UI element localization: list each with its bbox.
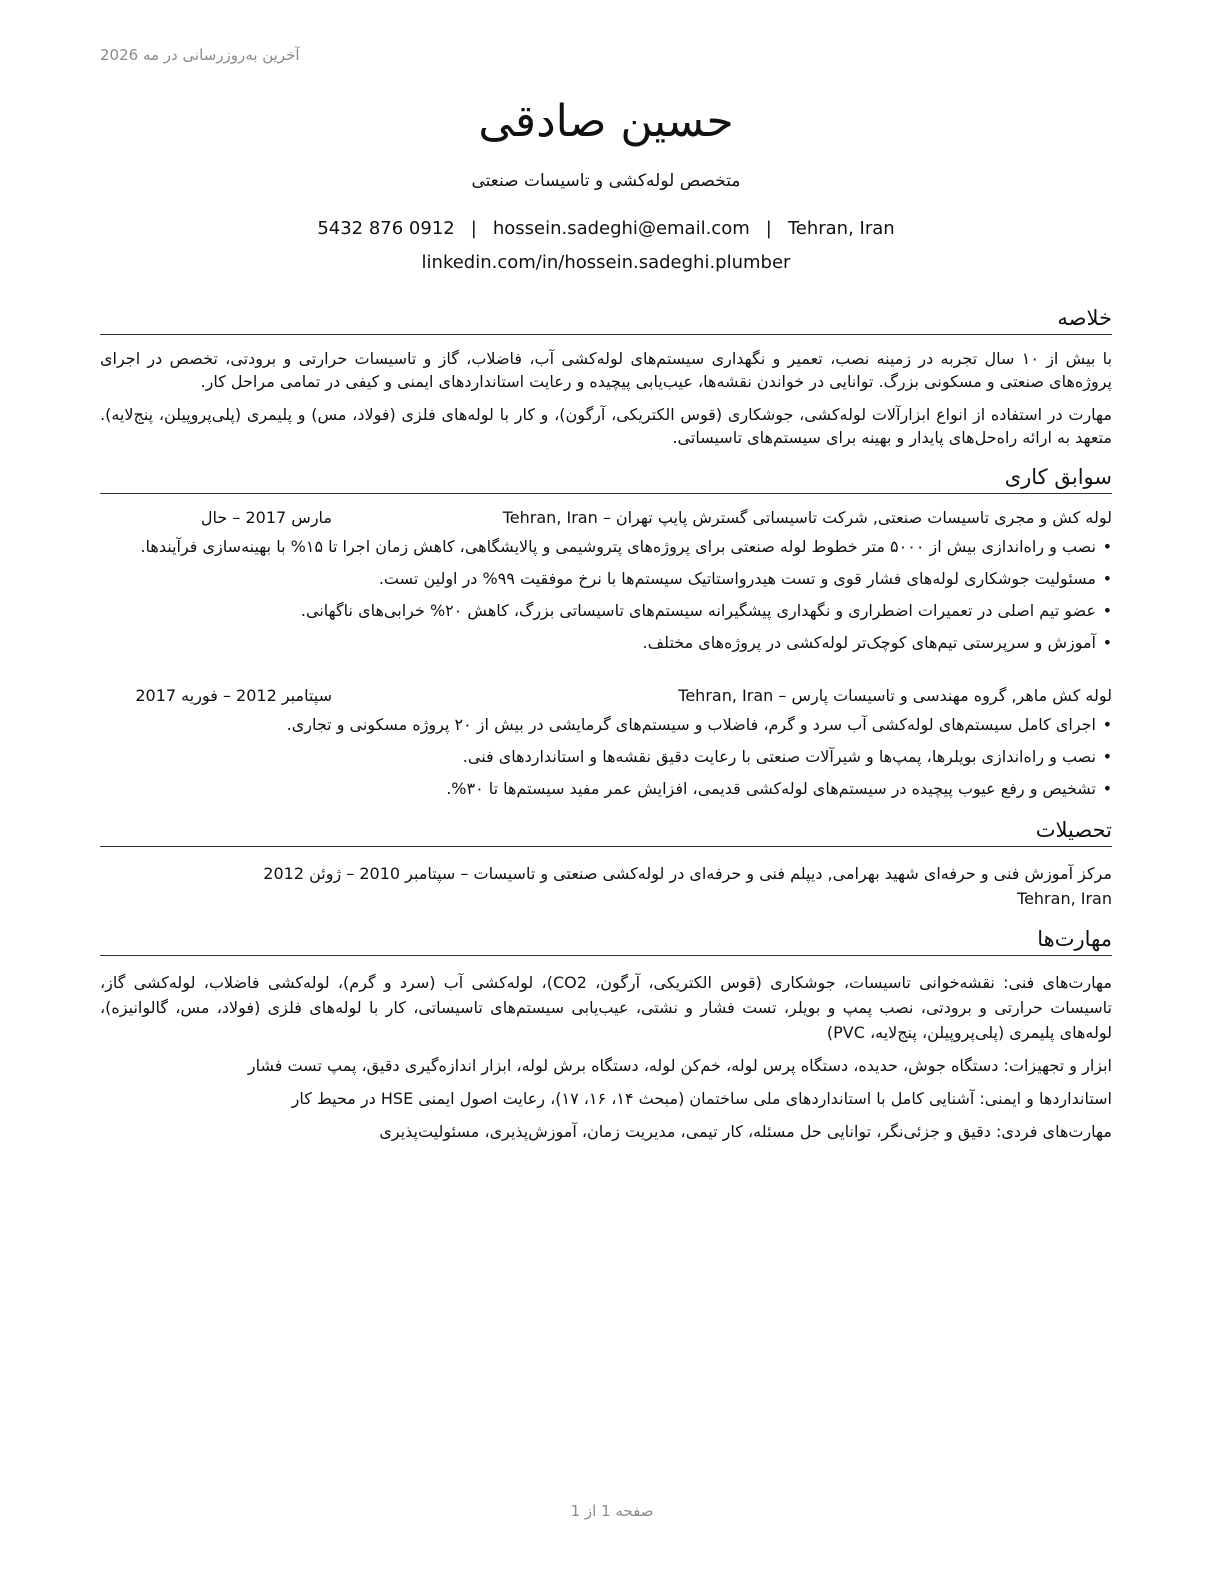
last-updated-note: آخرین به‌روزرسانی در مه 2026: [100, 46, 300, 64]
job-entry: [100, 684, 1112, 800]
job-bullet: • آموزش و سرپرستی تیم‌های کوچک‌تر لوله‌کشی در پروژه‌های مختلف.: [100, 632, 1112, 654]
contact-separator: |: [765, 218, 772, 239]
skill-line: استانداردها و ایمنی: آشنایی کامل با استانداردهای ملی ساختمان (مبحث ۱۴، ۱۶، ۱۷)، رعایت اصول ایمنی HSE در محیط کار: [291, 1089, 1112, 1108]
skill-line: مهارت‌های فنی: نقشه‌خوانی تاسیسات، جوشکاری (قوس الکتریکی، آرگون، CO2)، لوله‌کشی آب (سرد و گرم)، لوله‌کشی فاضلاب، لوله‌کشی گاز، تاسیسات حرارتی و برودتی، نصب پمپ و بویلر، تست فشار و نشتی، عیب‌یابی سیستم‌های تاسیساتی، کار با لوله‌های فلزی (فولاد، مس، گالوانیزه)، لوله‌های پلیمری (پلی‌پروپیلن، پنج‌لایه، PVC): [100, 973, 1113, 1042]
summary-paragraph: مهارت در استفاده از انواع ابزارآلات لوله‌کشی، جوشکاری (قوس الکتریکی، آرگون)، و کار با لوله‌های فلزی (فولاد، مس) و پلیمری (پلی‌پروپیلن، پنج‌لایه). متعهد به ارائه راه‌حل‌های پایدار و بهینه برای سیستم‌های تاسیساتی.: [100, 405, 1112, 447]
education-heading: تحصیلات: [100, 816, 1112, 847]
job-bullets: [100, 714, 1112, 800]
job-role: لوله کش و مجری تاسیسات صنعتی, شرکت تاسیساتی گسترش پایپ تهران – Tehran, Iran: [502, 508, 1112, 527]
location: Tehran, Iran: [787, 218, 895, 239]
job-bullet: • نصب و راه‌اندازی بویلرها، پمپ‌ها و شیرآلات صنعتی با رعایت دقیق نقشه‌ها و استانداردهای فنی.: [100, 746, 1112, 768]
page-number: صفحه 1 از 1: [570, 1502, 654, 1520]
experience-heading: سوابق کاری: [100, 463, 1112, 494]
candidate-name: حسین صادقی: [478, 96, 734, 147]
email-address[interactable]: hossein.sadeghi@email.com: [492, 218, 750, 239]
linkedin-link[interactable]: linkedin.com/in/hossein.sadeghi.plumber: [421, 252, 791, 273]
contact-line: [100, 216, 1112, 242]
job-bullet: • تشخیص و رفع عیوب پیچیده در سیستم‌های لوله‌کشی قدیمی، افزایش عمر مفید سیستم‌ها تا ۳۰%.: [100, 778, 1112, 800]
job-dates: سپتامبر 2012 – فوریه 2017: [135, 686, 332, 705]
job-bullet: • مسئولیت جوشکاری لوله‌های فشار قوی و تست هیدرواستاتیک سیستم‌ها با نرخ موفقیت ۹۹% در اولین تست.: [100, 568, 1112, 590]
skills-heading: مهارت‌ها: [100, 925, 1112, 956]
skill-line: ابزار و تجهیزات: دستگاه جوش، حدیده، دستگاه پرس لوله، خم‌کن لوله، دستگاه برش لوله، ابزار اندازه‌گیری دقیق، پمپ تست فشار: [247, 1056, 1112, 1075]
job-title: متخصص لوله‌کشی و تاسیسات صنعتی: [471, 171, 741, 191]
job-role: لوله کش ماهر, گروه مهندسی و تاسیسات پارس – Tehran, Iran: [678, 686, 1112, 705]
job-dates: مارس 2017 – حال: [200, 508, 332, 527]
job-header: [100, 684, 1112, 708]
job-bullets: [100, 536, 1112, 654]
phone-number: 5432 876 0912: [317, 218, 455, 239]
job-entry: [100, 506, 1112, 654]
skill-line: مهارت‌های فردی: دقیق و جزئی‌نگر، توانایی حل مسئله، کار تیمی، مدیریت زمان، آموزش‌پذیری، مسئولیت‌پذیری: [379, 1122, 1112, 1141]
job-bullet: • نصب و راه‌اندازی بیش از ۵۰۰۰ متر خطوط لوله صنعتی برای پروژه‌های پتروشیمی و پالایشگاهی، کاهش زمان اجرا تا ۱۵% با بهینه‌سازی فرآیندها.: [100, 536, 1112, 558]
resume-page: [100, 0, 1112, 1144]
job-bullet: • اجرای کامل سیستم‌های لوله‌کشی آب سرد و گرم، فاضلاب و سیستم‌های گرمایشی در بیش از ۲۰ پروژه مسکونی و تجاری.: [100, 714, 1112, 736]
education-location: Tehran, Iran: [1017, 889, 1112, 908]
summary-paragraph: با بیش از ۱۰ سال تجربه در زمینه نصب، تعمیر و نگهداری سیستم‌های لوله‌کشی آب، فاضلاب، گاز و تاسیسات حرارتی و برودتی، تخصص در اجرای پروژه‌های صنعتی و مسکونی بزرگ. توانایی در خواندن نقشه‌ها، عیب‌یابی پیچیده و رعایت استانداردهای ایمنی و کیفی در تمامی مراحل کار.: [100, 349, 1112, 391]
summary-heading: خلاصه: [100, 304, 1112, 335]
job-header: [100, 506, 1112, 530]
education-entry: مرکز آموزش فنی و حرفه‌ای شهید بهرامی, دیپلم فنی و حرفه‌ای در لوله‌کشی صنعتی و تاسیسات – سپتامبر 2010 – ژوئن 2012: [263, 864, 1112, 883]
job-bullet: • عضو تیم اصلی در تعمیرات اضطراری و نگهداری پیشگیرانه سیستم‌های تاسیساتی بزرگ، کاهش ۲۰% خرابی‌های ناگهانی.: [100, 600, 1112, 622]
contact-separator: |: [470, 218, 477, 239]
skills-list: [100, 970, 1112, 1144]
